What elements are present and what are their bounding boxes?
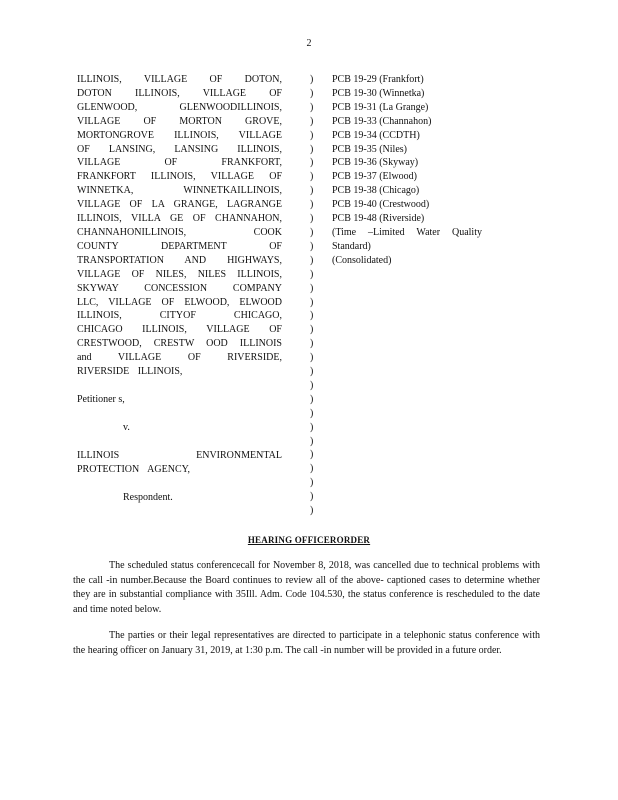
petitioner-line: FRANKFORT ILLINOIS, VILLAGE OF <box>77 171 282 183</box>
petitioner-line: VILLAGE OF LA GRANGE, LAGRANGE <box>77 199 282 211</box>
petitioner-line: GLENWOOD, GLENWOODILLINOIS, <box>77 101 282 113</box>
case-number: PCB 19-34 (CCDTH) <box>332 129 420 141</box>
petitioner-line: DOTON ILLINOIS, VILLAGE OF <box>77 87 282 99</box>
petitioner-line: RIVERSIDE ILLINOIS, <box>77 366 183 378</box>
petitioner-line: ILLINOIS, VILLAGE OF DOTON, <box>77 74 282 85</box>
caption-paren: ) <box>310 143 314 155</box>
petitioner-line: OF LANSING, LANSING ILLINOIS, <box>77 143 282 155</box>
case-number: PCB 19-31 (La Grange) <box>332 101 429 113</box>
case-number: PCB 19-38 (Chicago) <box>332 185 420 197</box>
case-number: PCB 19-30 (Winnetka) <box>332 87 425 99</box>
case-number: PCB 19-33 (Channahon) <box>332 115 432 127</box>
case-number: PCB 19-35 (Niles) <box>332 143 407 155</box>
paragraph-rescheduling <box>73 629 540 658</box>
caption-paren: ) <box>310 101 314 113</box>
parties-block <box>77 73 282 504</box>
paragraph-text: The parties or their legal representatives are directed to participate in a telephonic status conference with the hearing officer on January 31, 2019, at 1:30 p.m. The call -in number will be provided in a future order. <box>73 630 540 656</box>
case-numbers-list <box>332 73 507 226</box>
paragraph-text: The scheduled status conferencecall for November 8, 2018, was cancelled due to technical problems with the call -in number.Because the Board continues to review all of the above- captioned cases to determine whether they are in substantial compliance with 35Ill. Adm. Code 104.530, the status conference is rescheduled to the date and time noted below. <box>73 560 540 615</box>
order-title-text: HEARING OFFICERORDER <box>247 535 371 545</box>
petitioner-line: LLC, VILLAGE OF ELWOOD, ELWOOD <box>77 296 282 308</box>
caption-paren: ) <box>310 449 314 461</box>
versus-label: v. <box>123 421 130 433</box>
caption-paren: ) <box>310 421 314 433</box>
caption-paren: ) <box>310 393 314 405</box>
caption-paren: ) <box>310 157 314 169</box>
caption-paren: ) <box>310 435 314 447</box>
caption-paren: ) <box>310 87 314 99</box>
respondent-name-line-2: PROTECTION AGENCY, <box>77 463 191 475</box>
petitioner-line: VILLAGE OF NILES, NILES ILLINOIS, <box>77 268 282 280</box>
petitioner-line: ILLINOIS, VILLA GE OF CHANNAHON, <box>77 213 282 225</box>
consolidated-label: (Consolidated) <box>332 254 392 266</box>
caption-paren: ) <box>310 115 314 127</box>
caption-paren: ) <box>310 324 314 336</box>
case-note: (Time –Limited Water Quality Standard) <box>332 226 482 252</box>
case-numbers-block <box>332 73 507 268</box>
respondent-label: Respondent. <box>123 491 173 503</box>
caption-paren: ) <box>310 366 314 378</box>
petitioner-line: and VILLAGE OF RIVERSIDE, <box>77 352 282 364</box>
caption-paren: ) <box>310 379 314 391</box>
case-number: PCB 19-37 (Elwood) <box>332 171 417 183</box>
caption-paren: ) <box>310 240 314 252</box>
case-number: PCB 19-36 (Skyway) <box>332 157 419 169</box>
paragraph-cancellation <box>73 559 540 617</box>
caption-paren: ) <box>310 310 314 322</box>
petitioner-line: VILLAGE OF FRANKFORT, <box>77 157 282 169</box>
petitioners-label: Petitioner s, <box>77 393 125 405</box>
caption-paren: ) <box>310 268 314 280</box>
page-number: 2 <box>306 38 312 49</box>
caption-paren: ) <box>310 171 314 183</box>
caption-paren: ) <box>310 491 314 503</box>
petitioner-line: CHICAGO ILLINOIS, VILLAGE OF <box>77 324 282 336</box>
caption-paren: ) <box>310 213 314 225</box>
caption-paren: ) <box>310 352 314 364</box>
petitioner-line: COUNTY DEPARTMENT OF <box>77 240 282 252</box>
respondent-name-line-1: ILLINOIS ENVIRONMENTAL <box>77 449 282 461</box>
caption-paren: ) <box>310 74 314 85</box>
petitioner-line: ILLINOIS, CITYOF CHICAGO, <box>77 310 282 322</box>
caption-paren: ) <box>310 226 314 238</box>
petitioner-line: VILLAGE OF MORTON GROVE, <box>77 115 282 127</box>
petitioners-list <box>77 73 282 379</box>
petitioner-line: MORTONGROVE ILLINOIS, VILLAGE <box>77 129 282 141</box>
petitioner-line: CRESTWOOD, CRESTW OOD ILLINOIS <box>77 338 282 350</box>
caption-paren: ) <box>310 505 314 517</box>
caption-paren: ) <box>310 477 314 489</box>
caption-paren: ) <box>310 338 314 350</box>
case-number: PCB 19-29 (Frankfort) <box>332 74 424 85</box>
case-number: PCB 19-48 (Riverside) <box>332 213 425 225</box>
caption-parentheses <box>310 73 318 518</box>
petitioner-line: SKYWAY CONCESSION COMPANY <box>77 282 282 294</box>
caption-paren: ) <box>310 282 314 294</box>
petitioner-line: WINNETKA, WINNETKAILLINOIS, <box>77 185 282 197</box>
order-title <box>0 535 618 545</box>
caption-paren: ) <box>310 296 314 308</box>
caption-paren: ) <box>310 185 314 197</box>
petitioner-line: TRANSPORTATION AND HIGHWAYS, <box>77 254 282 266</box>
caption-paren: ) <box>310 463 314 475</box>
caption-paren: ) <box>310 129 314 141</box>
petitioner-line: CHANNAHONILLINOIS, COOK <box>77 226 282 238</box>
caption-paren: ) <box>310 199 314 211</box>
case-number: PCB 19-40 (Crestwood) <box>332 199 430 211</box>
caption-paren: ) <box>310 407 314 419</box>
caption-paren: ) <box>310 254 314 266</box>
